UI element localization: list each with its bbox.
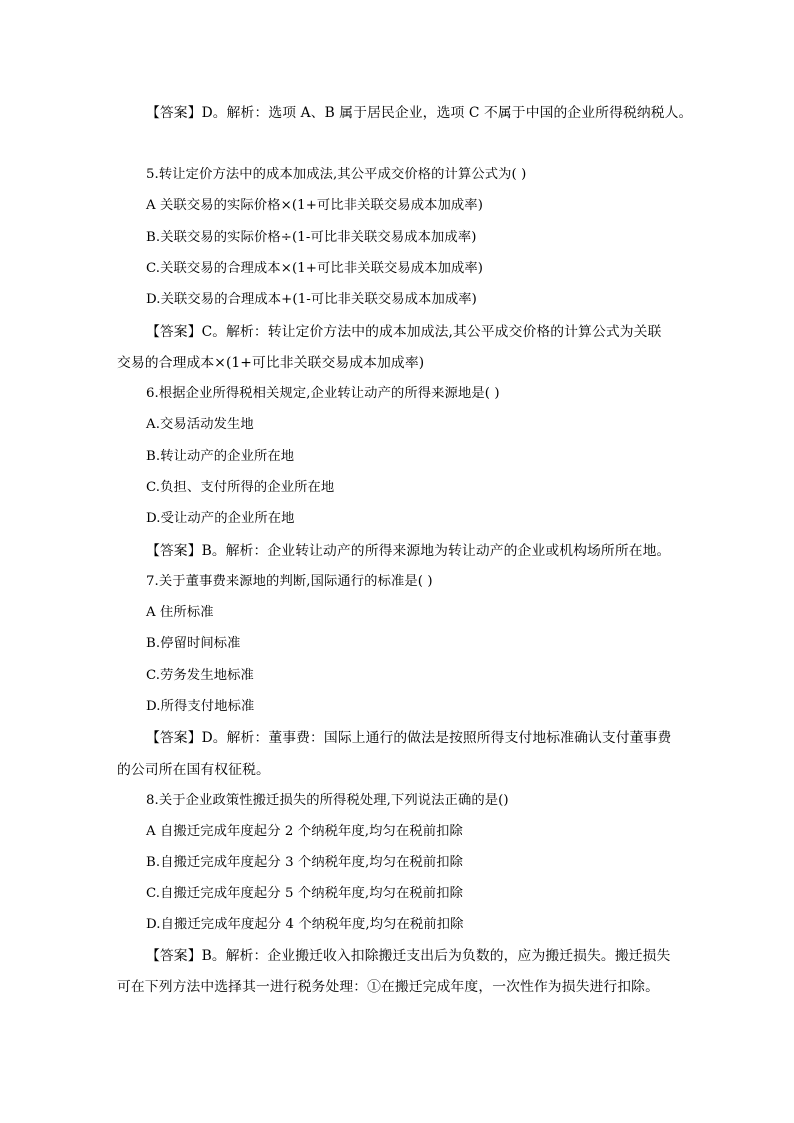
option-line: A.交易活动发生地 <box>146 417 254 432</box>
option-line: D.关联交易的合理成本+(1-可比非关联交易成本加成率) <box>146 292 477 307</box>
option-line: B.转让动产的企业所在地 <box>146 449 295 464</box>
option-line: D.所得支付地标准 <box>146 699 255 714</box>
answer-line: 【答案】B。解析：企业转让动产的所得来源地为转让动产的企业或机构场所所在地。 <box>146 543 671 559</box>
answer-continuation: 可在下列方法中选择其一进行税务处理：①在搬迁完成年度，一次性作为损失进行扣除。 <box>117 979 659 995</box>
question-7: 7.关于董事费来源地的判断,国际通行的标准是( ) <box>146 574 433 589</box>
question-8: 8.关于企业政策性搬迁损失的所得税处理,下列说法正确的是() <box>146 793 509 808</box>
answer-line: 【答案】C。解析：转让定价方法中的成本加成法,其公平成交价格的计算公式为关联 <box>146 324 662 340</box>
option-line: B.关联交易的实际价格÷(1-可比非关联交易成本加成率) <box>146 230 477 245</box>
option-line: C.负担、支付所得的企业所在地 <box>146 480 335 495</box>
answer-line: 【答案】D。解析：选项 A、B 属于居民企业，选项 C 不属于中国的企业所得税纳税人。 <box>146 105 693 121</box>
option-line: C.自搬迁完成年度起分 5 个纳税年度,均匀在税前扣除 <box>146 886 464 901</box>
option-line: A 关联交易的实际价格×(1+可比非关联交易成本加成率) <box>146 198 483 213</box>
answer-line: 【答案】B。解析：企业搬迁收入扣除搬迁支出后为负数的，应为搬迁损失。搬迁损失 <box>146 948 671 964</box>
answer-continuation: 交易的合理成本×(1+可比非关联交易成本加成率) <box>117 355 425 371</box>
question-6: 6.根据企业所得税相关规定,企业转让动产的所得来源地是( ) <box>146 386 500 401</box>
option-line: C.关联交易的合理成本×(1+可比非关联交易成本加成率) <box>146 261 484 276</box>
question-5: 5.转让定价方法中的成本加成法,其公平成交价格的计算公式为( ) <box>146 167 527 182</box>
option-line: C.劳务发生地标准 <box>146 668 254 683</box>
option-line: A 住所标准 <box>146 605 214 620</box>
option-line: D.受让动产的企业所在地 <box>146 511 295 526</box>
answer-continuation: 的公司所在国有权征税。 <box>117 762 270 778</box>
option-line: D.自搬迁完成年度起分 4 个纳税年度,均匀在税前扣除 <box>146 917 464 932</box>
option-line: B.停留时间标准 <box>146 636 241 651</box>
option-line: B.自搬迁完成年度起分 3 个纳税年度,均匀在税前扣除 <box>146 855 464 870</box>
option-line: A 自搬迁完成年度起分 2 个纳税年度,均匀在税前扣除 <box>146 824 463 839</box>
answer-line: 【答案】D。解析：董事费：国际上通行的做法是按照所得支付地标准确认支付董事费 <box>146 730 672 746</box>
